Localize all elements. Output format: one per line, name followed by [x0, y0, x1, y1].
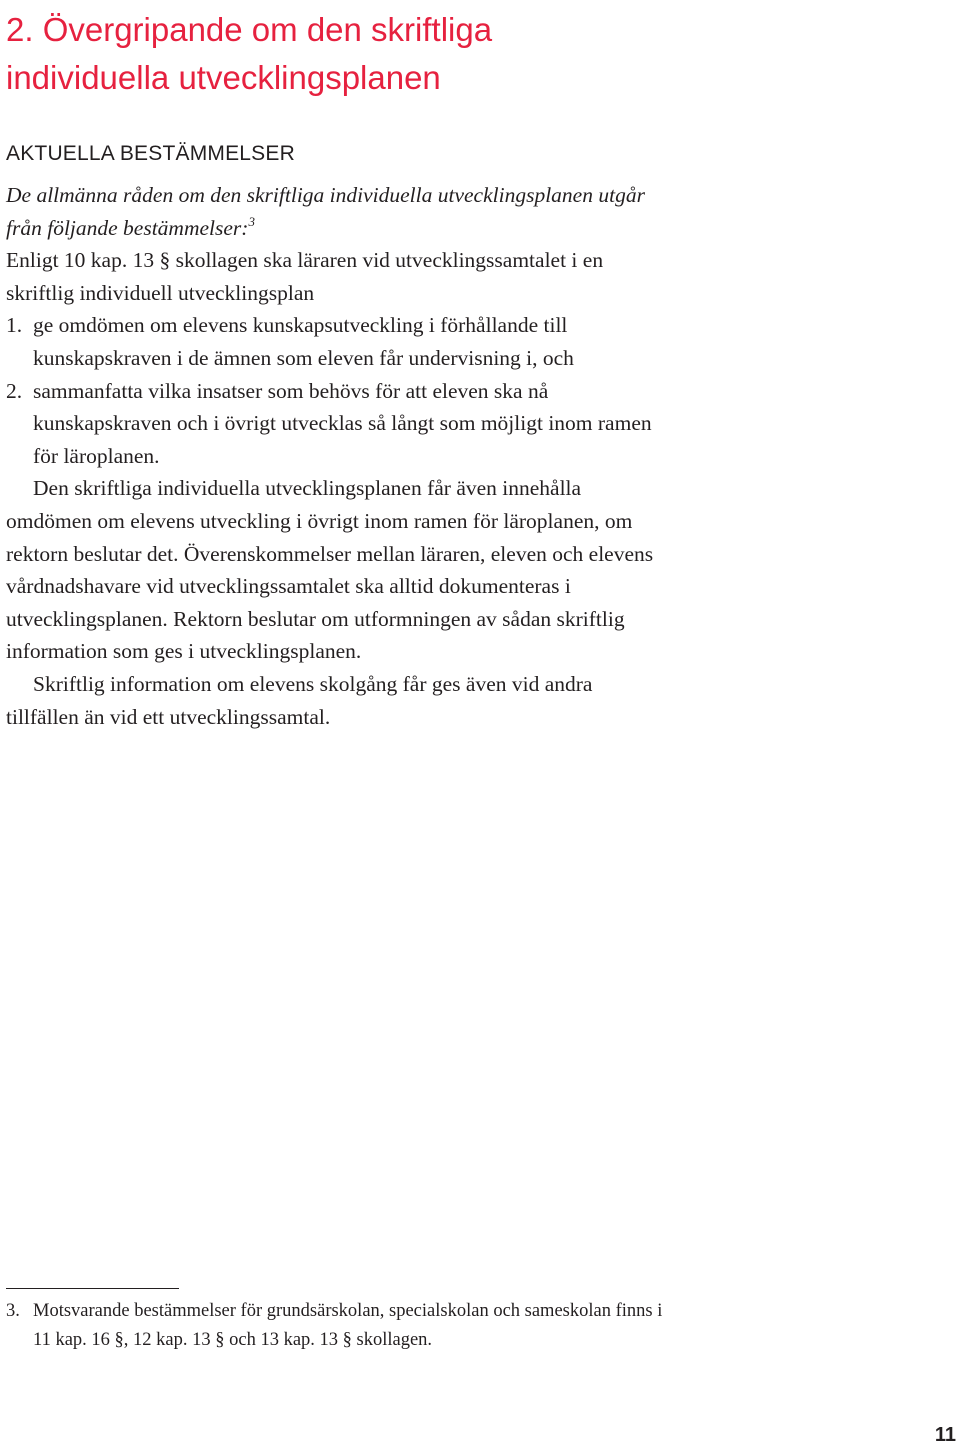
footnote-divider — [6, 1288, 179, 1289]
section-heading: AKTUELLA BESTÄMMELSER — [6, 142, 295, 165]
list-item-text: sammanfatta vilka insatser som behövs för att eleven ska nå kunskapskraven och i övrigt utvecklas så långt som möjligt inom ramen för läroplanen. — [33, 378, 652, 468]
intro-text: De allmänna råden om den skriftliga individuella utvecklingsplanen utgår från följande bestämmelser: — [6, 183, 645, 240]
body-paragraph: Skriftlig information om elevens skolgång får ges även vid andra tillfällen än vid ett utvecklingssamtal. — [6, 671, 593, 729]
footnote-reference: 3 — [248, 213, 255, 229]
intro-paragraph — [6, 179, 666, 244]
chapter-title — [6, 6, 666, 102]
list-item-number: 2. — [6, 378, 23, 403]
footnote-text: Motsvarande bestämmelser för grundsärskolan, specialskolan och sameskolan finns i 11 kap. 16 §, 12 kap. 13 § och 13 kap. 13 § skollagen. — [33, 1301, 663, 1350]
list-item — [6, 309, 666, 374]
chapter-title-line1: 2. Övergripande om den skriftliga — [6, 11, 493, 48]
body-paragraph: Den skriftliga individuella utvecklingsplanen får även innehålla omdömen om elevens utveckling i övrigt inom ramen för läroplanen, om rektorn beslutar det. Överenskommelser mellan läraren, eleven och elevens vårdnadshavare vid utvecklingssamtalet ska alltid dokumenteras i utvecklingsplanen. Rektorn beslutar om utformningen av sådan skriftlig information som ges i utvecklingsplanen. — [6, 476, 654, 664]
footnote — [6, 1297, 673, 1355]
footnote-number: 3. — [6, 1301, 20, 1321]
body-text — [6, 179, 666, 733]
list-item — [6, 375, 666, 473]
list-item-text: ge omdömen om elevens kunskapsutveckling i förhållande till kunskapskraven i de ämnen som eleven får undervisning i, och — [33, 313, 574, 370]
chapter-title-line2: individuella utvecklingsplanen — [6, 59, 441, 96]
lead-paragraph: Enligt 10 kap. 13 § skollagen ska läraren vid utvecklingssamtalet i en skriftlig individuell utvecklingsplan — [6, 248, 604, 305]
list-item-number: 1. — [6, 313, 23, 338]
page-number: 11 — [934, 1424, 956, 1446]
